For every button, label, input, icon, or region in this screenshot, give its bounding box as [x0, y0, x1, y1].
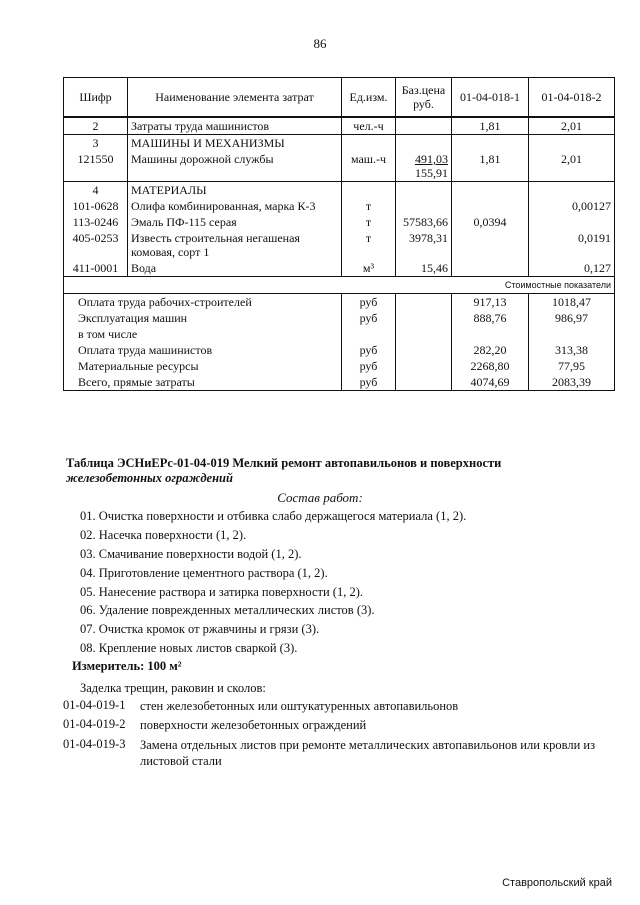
total-name: Всего, прямые затраты	[64, 374, 342, 391]
totals-row	[64, 326, 615, 342]
header-code: Шифр	[64, 78, 128, 118]
cell-code: 411-0001	[64, 260, 128, 277]
total-value-2: 986,97	[529, 310, 615, 326]
table-row	[64, 117, 615, 135]
table-row	[64, 260, 615, 277]
cell-name: Олифа комбинированная, марка К-3	[128, 198, 342, 214]
cell-code: 405-0253	[64, 230, 128, 260]
work-item: 06. Удаление поврежденных металлических листов (3).	[80, 603, 375, 617]
section-title-sub: железобетонных ограждений	[66, 471, 233, 485]
table-header-row	[64, 78, 615, 118]
price-line-2: 155,91	[415, 166, 448, 180]
totals-row	[64, 374, 615, 391]
header-price: Баз.цена руб.	[396, 78, 452, 118]
cell-unit: м³	[342, 260, 396, 277]
cell-price: 15,46	[396, 260, 452, 277]
total-unit: руб	[342, 342, 396, 358]
total-unit: руб	[342, 374, 396, 391]
work-item: 04. Приготовление цементного раствора (1, 2).	[80, 566, 328, 580]
work-item: 03. Смачивание поверхности водой (1, 2).	[80, 547, 302, 561]
cell-value-1: 1,81	[452, 117, 529, 135]
cell-price: 3978,31	[396, 230, 452, 260]
section-title	[66, 456, 586, 486]
cell-code: 3	[64, 135, 128, 152]
item-code: 01-04-019-3	[63, 737, 126, 751]
cell-name: Вода	[128, 260, 342, 277]
total-value-1: 917,13	[452, 294, 529, 311]
item-code: 01-04-019-1	[63, 698, 126, 712]
footer-region: Ставропольский край	[502, 877, 612, 889]
cell-price	[396, 151, 452, 182]
cell-name: Машины дорожной службы	[128, 151, 342, 182]
cell-value-2: 0,00127	[529, 198, 615, 214]
totals-row	[64, 310, 615, 326]
table-row	[64, 151, 615, 182]
header-col-2: 01-04-018-2	[529, 78, 615, 118]
table-row	[64, 182, 615, 199]
work-item: 07. Очистка кромок от ржавчины и грязи (3).	[80, 622, 320, 636]
total-name: Оплата труда рабочих-строителей	[64, 294, 342, 311]
total-value-1: 282,20	[452, 342, 529, 358]
total-value-1: 888,76	[452, 310, 529, 326]
cell-name: Затраты труда машинистов	[128, 117, 342, 135]
cell-value-2	[529, 214, 615, 230]
totals-row	[64, 342, 615, 358]
items-intro: Заделка трещин, раковин и сколов:	[80, 681, 266, 695]
item-text: Замена отдельных листов при ремонте металлических автопавильонов или кровли из листовой стали	[140, 738, 596, 768]
work-item: 02. Насечка поверхности (1, 2).	[80, 528, 247, 542]
header-name: Наименование элемента затрат	[128, 78, 342, 118]
cell-section-name: МАШИНЫ И МЕХАНИЗМЫ	[128, 135, 342, 152]
total-value-2: 313,38	[529, 342, 615, 358]
work-item: 05. Нанесение раствора и затирка поверхности (1, 2).	[80, 585, 364, 599]
total-value-1: 2268,80	[452, 358, 529, 374]
cell-code: 4	[64, 182, 128, 199]
cell-value-2: 0,0191	[529, 230, 615, 260]
cell-code: 121550	[64, 151, 128, 182]
work-item: 01. Очистка поверхности и отбивка слабо держащегося материала (1, 2).	[80, 509, 467, 523]
cell-value-2: 2,01	[529, 151, 615, 182]
cell-price	[396, 117, 452, 135]
item-code: 01-04-019-2	[63, 717, 126, 731]
cell-price: 57583,66	[396, 214, 452, 230]
totals-row	[64, 358, 615, 374]
item-text: стен железобетонных или оштукатуренных автопавильонов	[140, 699, 459, 713]
item-text: поверхности железобетонных ограждений	[140, 718, 367, 732]
cell-value-1	[452, 230, 529, 260]
header-unit: Ед.изм.	[342, 78, 396, 118]
total-name: Оплата труда машинистов	[64, 342, 342, 358]
total-name: в том числе	[64, 326, 342, 342]
work-item: 08. Крепление новых листов сваркой (3).	[80, 641, 298, 655]
totals-row	[64, 294, 615, 311]
meter-label: Измеритель: 100 м²	[72, 659, 182, 673]
cell-name: Эмаль ПФ-115 серая	[128, 214, 342, 230]
total-name: Материальные ресурсы	[64, 358, 342, 374]
section-title-main: Таблица ЭСНиЕРс-01-04-019 Мелкий ремонт автопавильонов и поверхности	[66, 456, 502, 470]
cell-value-1	[452, 198, 529, 214]
cell-price	[396, 198, 452, 214]
total-value-2: 1018,47	[529, 294, 615, 311]
table-row	[64, 135, 615, 152]
cost-indicators-row	[64, 277, 615, 294]
cell-unit: маш.-ч	[342, 151, 396, 182]
cost-indicators-label: Стоимостные показатели	[64, 277, 615, 294]
cell-unit: т	[342, 214, 396, 230]
cell-code: 2	[64, 117, 128, 135]
total-unit: руб	[342, 294, 396, 311]
resource-table	[63, 77, 615, 391]
cell-value-2: 2,01	[529, 117, 615, 135]
total-value-2: 2083,39	[529, 374, 615, 391]
price-line-1: 491,03	[415, 152, 448, 166]
cell-unit: т	[342, 230, 396, 260]
cell-code: 101-0628	[64, 198, 128, 214]
cell-value-1: 1,81	[452, 151, 529, 182]
cell-name: Известь строительная негашеная комовая, сорт 1	[128, 230, 342, 260]
cell-unit: т	[342, 198, 396, 214]
cell-section-name: МАТЕРИАЛЫ	[128, 182, 342, 199]
table-row	[64, 230, 615, 260]
cell-unit: чел.-ч	[342, 117, 396, 135]
cell-value-1	[452, 260, 529, 277]
cell-code: 113-0246	[64, 214, 128, 230]
cell-value-1: 0,0394	[452, 214, 529, 230]
total-value-1: 4074,69	[452, 374, 529, 391]
total-unit: руб	[342, 310, 396, 326]
total-unit: руб	[342, 358, 396, 374]
table-row	[64, 214, 615, 230]
total-value-2: 77,95	[529, 358, 615, 374]
composition-title: Состав работ:	[277, 490, 363, 505]
table-row	[64, 198, 615, 214]
cell-value-2: 0,127	[529, 260, 615, 277]
page-number: 86	[313, 36, 327, 51]
total-name: Эксплуатация машин	[64, 310, 342, 326]
header-col-1: 01-04-018-1	[452, 78, 529, 118]
